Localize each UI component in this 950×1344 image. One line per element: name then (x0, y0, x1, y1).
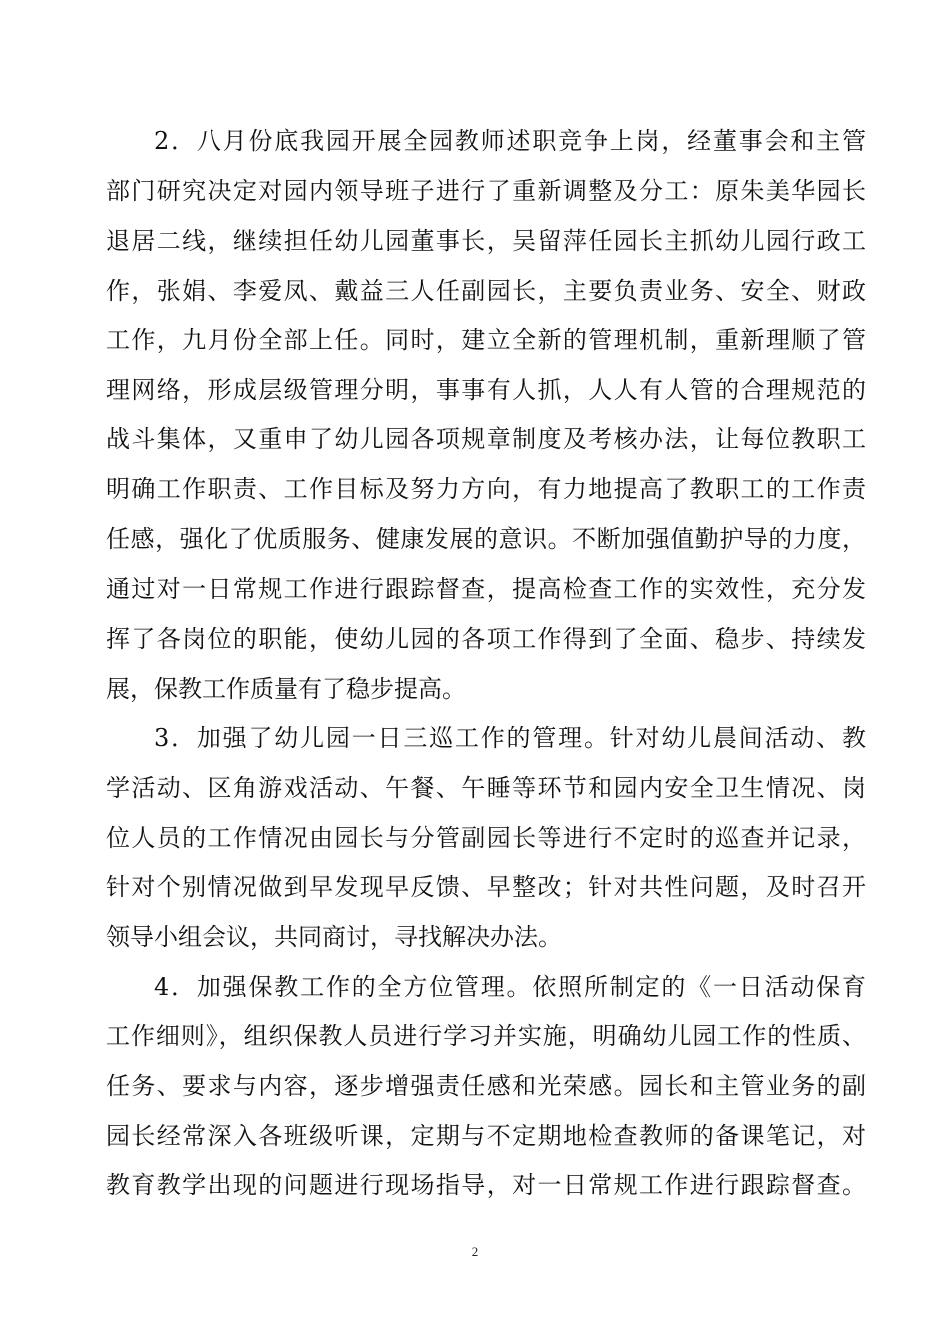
paragraph-3-line-4: 针对个别情况做到早发现早反馈、早整改；针对共性问题，及时召开 (106, 873, 866, 901)
paragraph-2-line-5: 工作，九月份全部上任。同时，建立全新的管理机制，重新理顺了管 (106, 326, 866, 354)
paragraph-4-line-1: 4．加强保教工作的全方位管理。依照所制定的《一日活动保育 (154, 973, 866, 1001)
paragraph-2-line-12: 展，保教工作质量有了稳步提高。 (106, 675, 466, 703)
paragraph-2-line-4: 作，张娟、李爱凤、戴益三人任副园长，主要负责业务、安全、财政 (106, 277, 866, 305)
paragraph-2-line-1: 2．八月份底我园开展全园教师述职竞争上岗，经董事会和主管 (154, 127, 866, 155)
paragraph-2-line-6: 理网络，形成层级管理分明，事事有人抓，人人有人管的合理规范的 (106, 376, 866, 404)
paragraph-2-line-7: 战斗集体，又重申了幼儿园各项规章制度及考核办法，让每位教职工 (106, 425, 866, 453)
paragraph-4-line-2: 工作细则》，组织保教人员进行学习并实施，明确幼儿园工作的性质、 (106, 1022, 866, 1050)
paragraph-2-line-9: 任感，强化了优质服务、健康发展的意识。不断加强值勤护导的力度， (106, 525, 866, 553)
paragraph-3-line-3: 位人员的工作情况由园长与分管副园长等进行不定时的巡查并记录， (106, 824, 866, 852)
paragraph-2-line-8: 明确工作职责、工作目标及努力方向，有力地提高了教职工的工作责 (106, 475, 866, 503)
paragraph-3-line-5: 领导小组会议，共同商讨，寻找解决办法。 (106, 923, 562, 951)
page-number: 2 (471, 1244, 479, 1259)
paragraph-4-line-4: 园长经常深入各班级听课，定期与不定期地检查教师的备课笔记，对 (106, 1122, 866, 1150)
paragraph-3-line-2: 学活动、区角游戏活动、午餐、午睡等环节和园内安全卫生情况、岗 (106, 774, 866, 802)
paragraph-2-line-3: 退居二线，继续担任幼儿园董事长，吴留萍任园长主抓幼儿园行政工 (106, 227, 866, 255)
paragraph-2-line-10: 通过对一日常规工作进行跟踪督查，提高检查工作的实效性，充分发 (106, 575, 866, 603)
paragraph-4-line-3: 任务、要求与内容，逐步增强责任感和光荣感。园长和主管业务的副 (106, 1072, 866, 1100)
paragraph-4-line-5: 教育教学出现的问题进行现场指导，对一日常规工作进行跟踪督查。 (106, 1171, 866, 1199)
paragraph-2-line-11: 挥了各岗位的职能，使幼儿园的各项工作得到了全面、稳步、持续发 (106, 625, 866, 653)
paragraph-2-line-2: 部门研究决定对园内领导班子进行了重新调整及分工：原朱美华园长 (106, 177, 866, 205)
paragraph-3-line-1: 3．加强了幼儿园一日三巡工作的管理。针对幼儿晨间活动、教 (154, 724, 866, 752)
